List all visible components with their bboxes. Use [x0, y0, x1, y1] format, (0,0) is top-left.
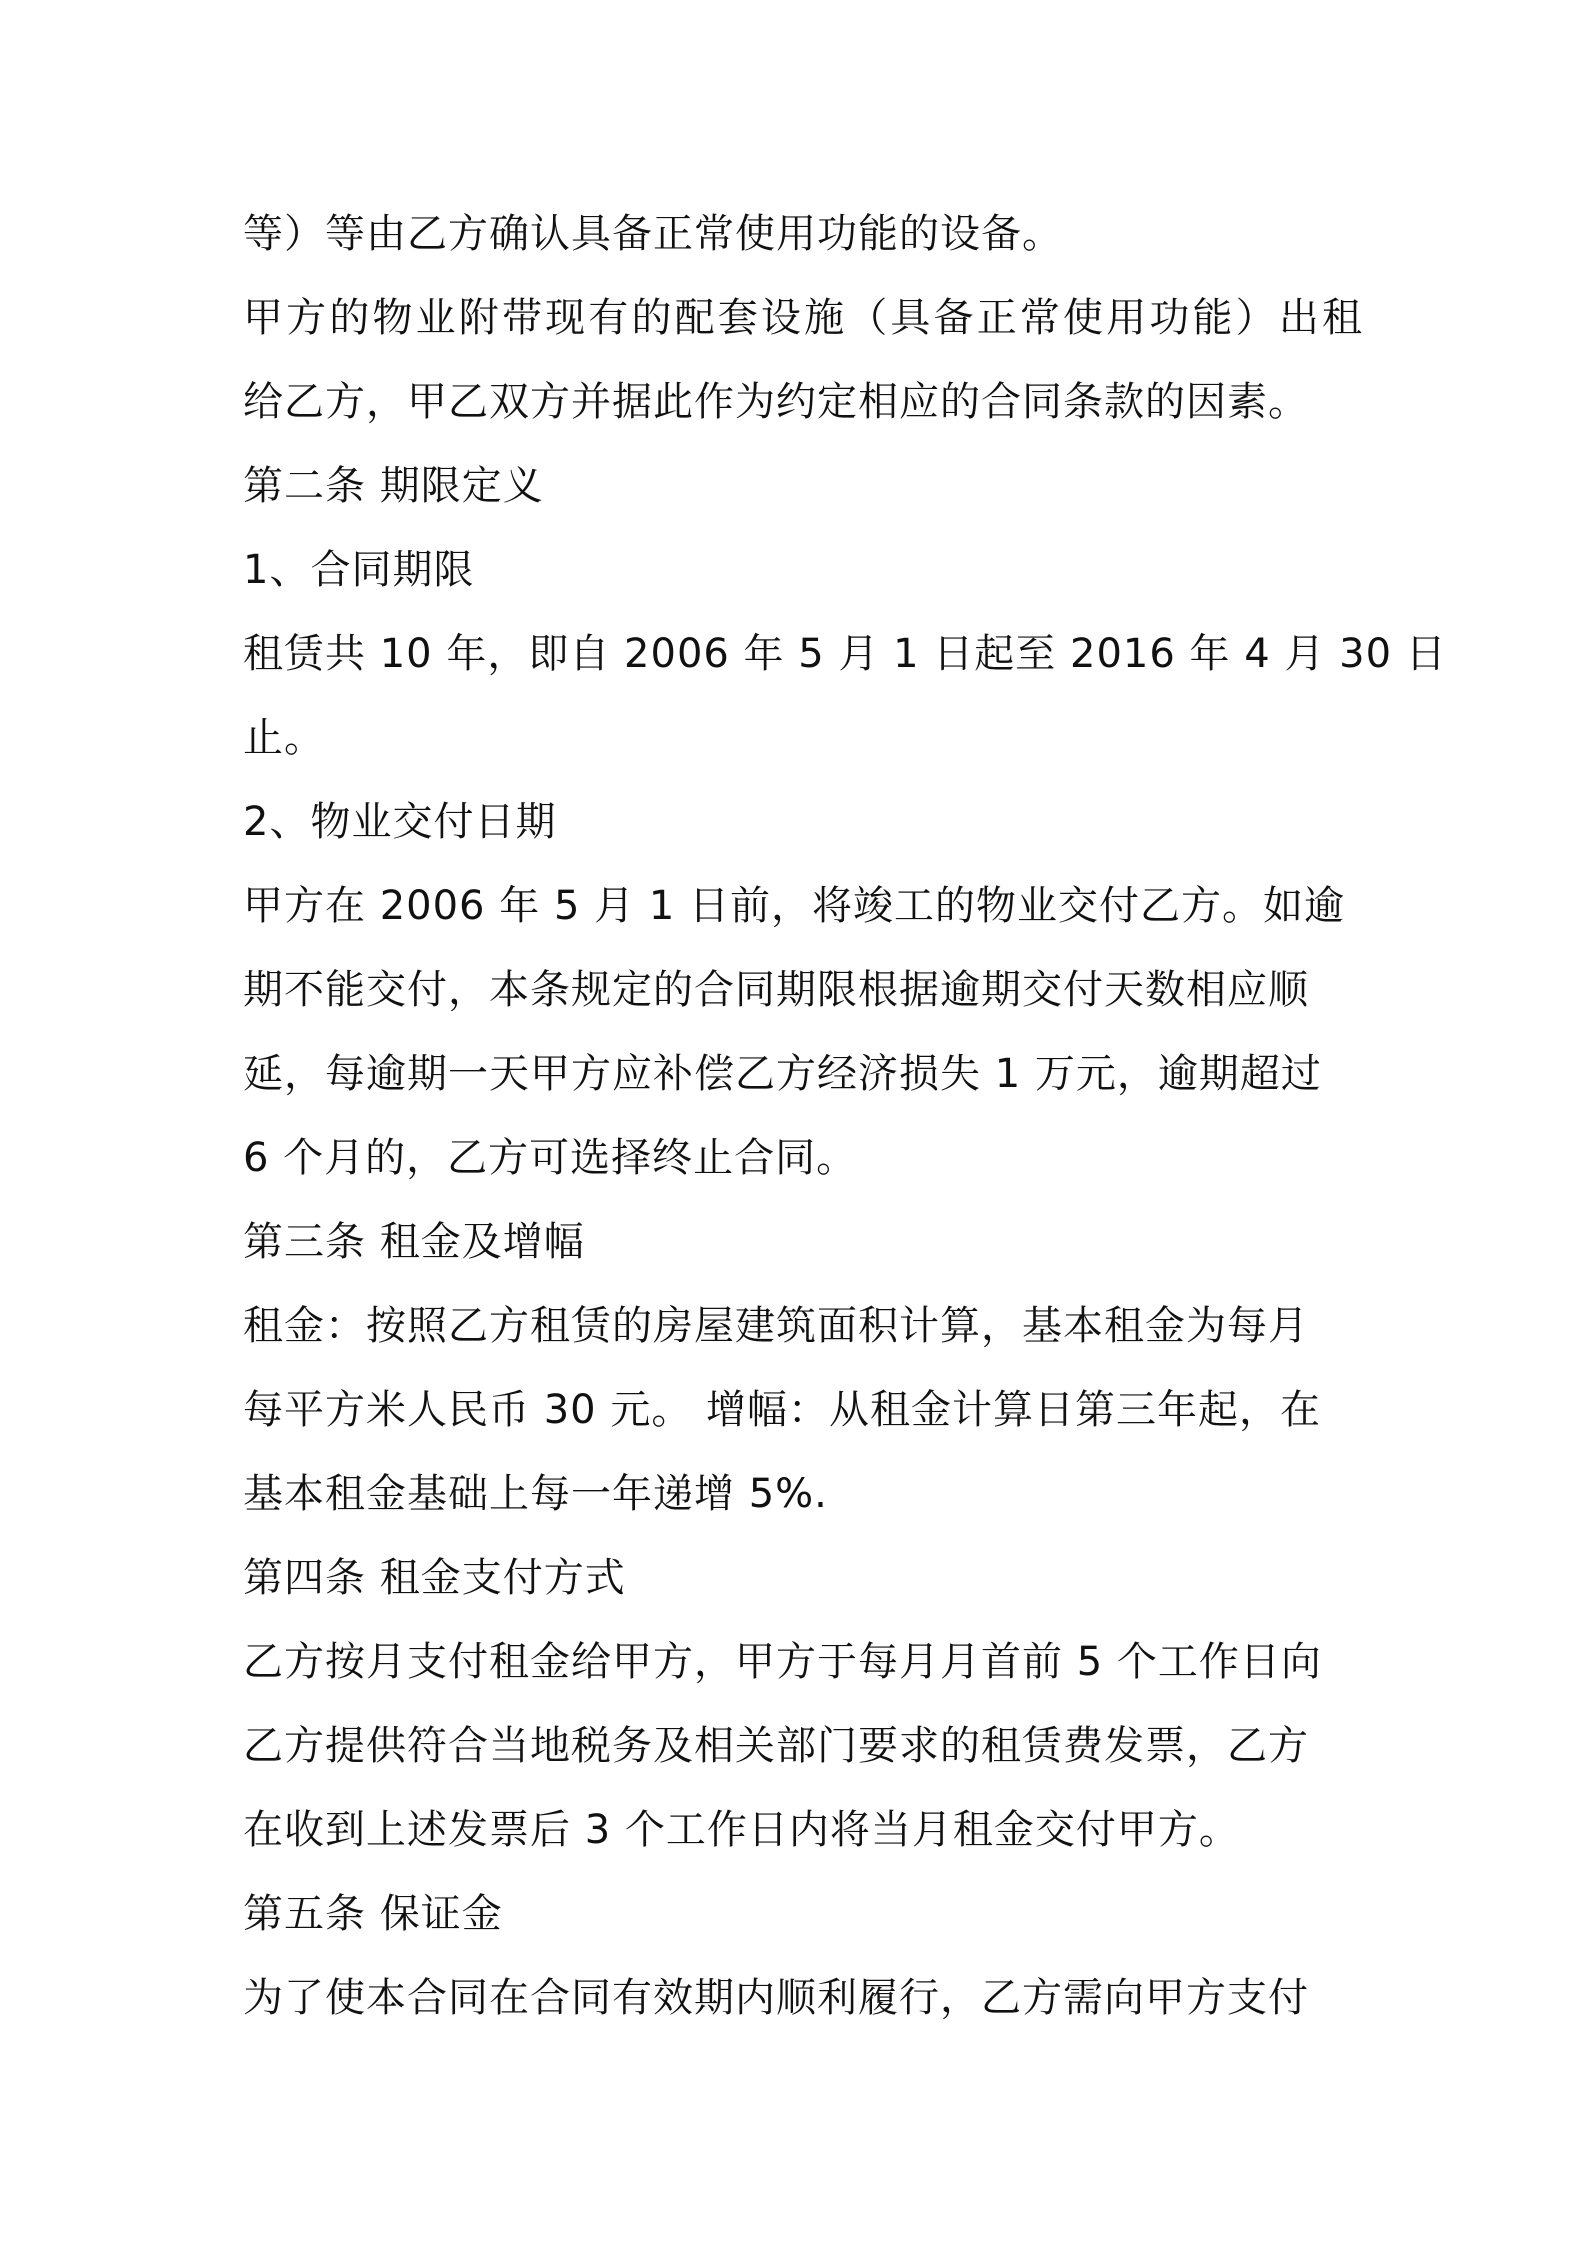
text-line: 给乙方，甲乙双方并据此作为约定相应的合同条款的因素。 [243, 379, 1309, 425]
text-line: 延，每逾期一天甲方应补偿乙方经济损失 1 万元，逾期超过 [243, 1051, 1322, 1097]
text-line: 租赁共 10 年，即自 2006 年 5 月 1 日起至 2016 年 4 月 30 日 [243, 631, 1447, 677]
text-line: 甲方的物业附带现有的配套设施（具备正常使用功能）出租 [243, 295, 1363, 341]
section-heading-2: 第二条 期限定义 [243, 463, 544, 509]
text-line: 甲方在 2006 年 5 月 1 日前，将竣工的物业交付乙方。如逾 [243, 883, 1345, 929]
text-line: 基本租金基础上每一年递增 5%. [243, 1471, 828, 1517]
section-heading-4: 第四条 租金支付方式 [243, 1555, 626, 1601]
text-line: 乙方提供符合当地税务及相关部门要求的租赁费发票，乙方 [243, 1723, 1309, 1769]
subsection-heading: 1、合同期限 [243, 547, 475, 593]
subsection-heading: 2、物业交付日期 [243, 799, 557, 845]
text-line: 6 个月的，乙方可选择终止合同。 [243, 1135, 858, 1181]
section-heading-3: 第三条 租金及增幅 [243, 1219, 585, 1265]
contract-text [243, 192, 1447, 2040]
text-line: 在收到上述发票后 3 个工作日内将当月租金交付甲方。 [243, 1807, 1240, 1853]
text-line: 乙方按月支付租金给甲方，甲方于每月月首前 5 个工作日向 [243, 1639, 1322, 1685]
text-line: 租金：按照乙方租赁的房屋建筑面积计算，基本租金为每月 [243, 1303, 1309, 1349]
section-heading-5: 第五条 保证金 [243, 1891, 503, 1937]
text-line: 等）等由乙方确认具备正常使用功能的设备。 [243, 211, 1063, 257]
text-line: 止。 [243, 715, 325, 761]
text-line: 期不能交付，本条规定的合同期限根据逾期交付天数相应顺 [243, 967, 1309, 1013]
text-line: 为了使本合同在合同有效期内顺利履行，乙方需向甲方支付 [243, 1975, 1309, 2021]
text-line: 每平方米人民币 30 元。 增幅：从租金计算日第三年起，在 [243, 1387, 1322, 1433]
